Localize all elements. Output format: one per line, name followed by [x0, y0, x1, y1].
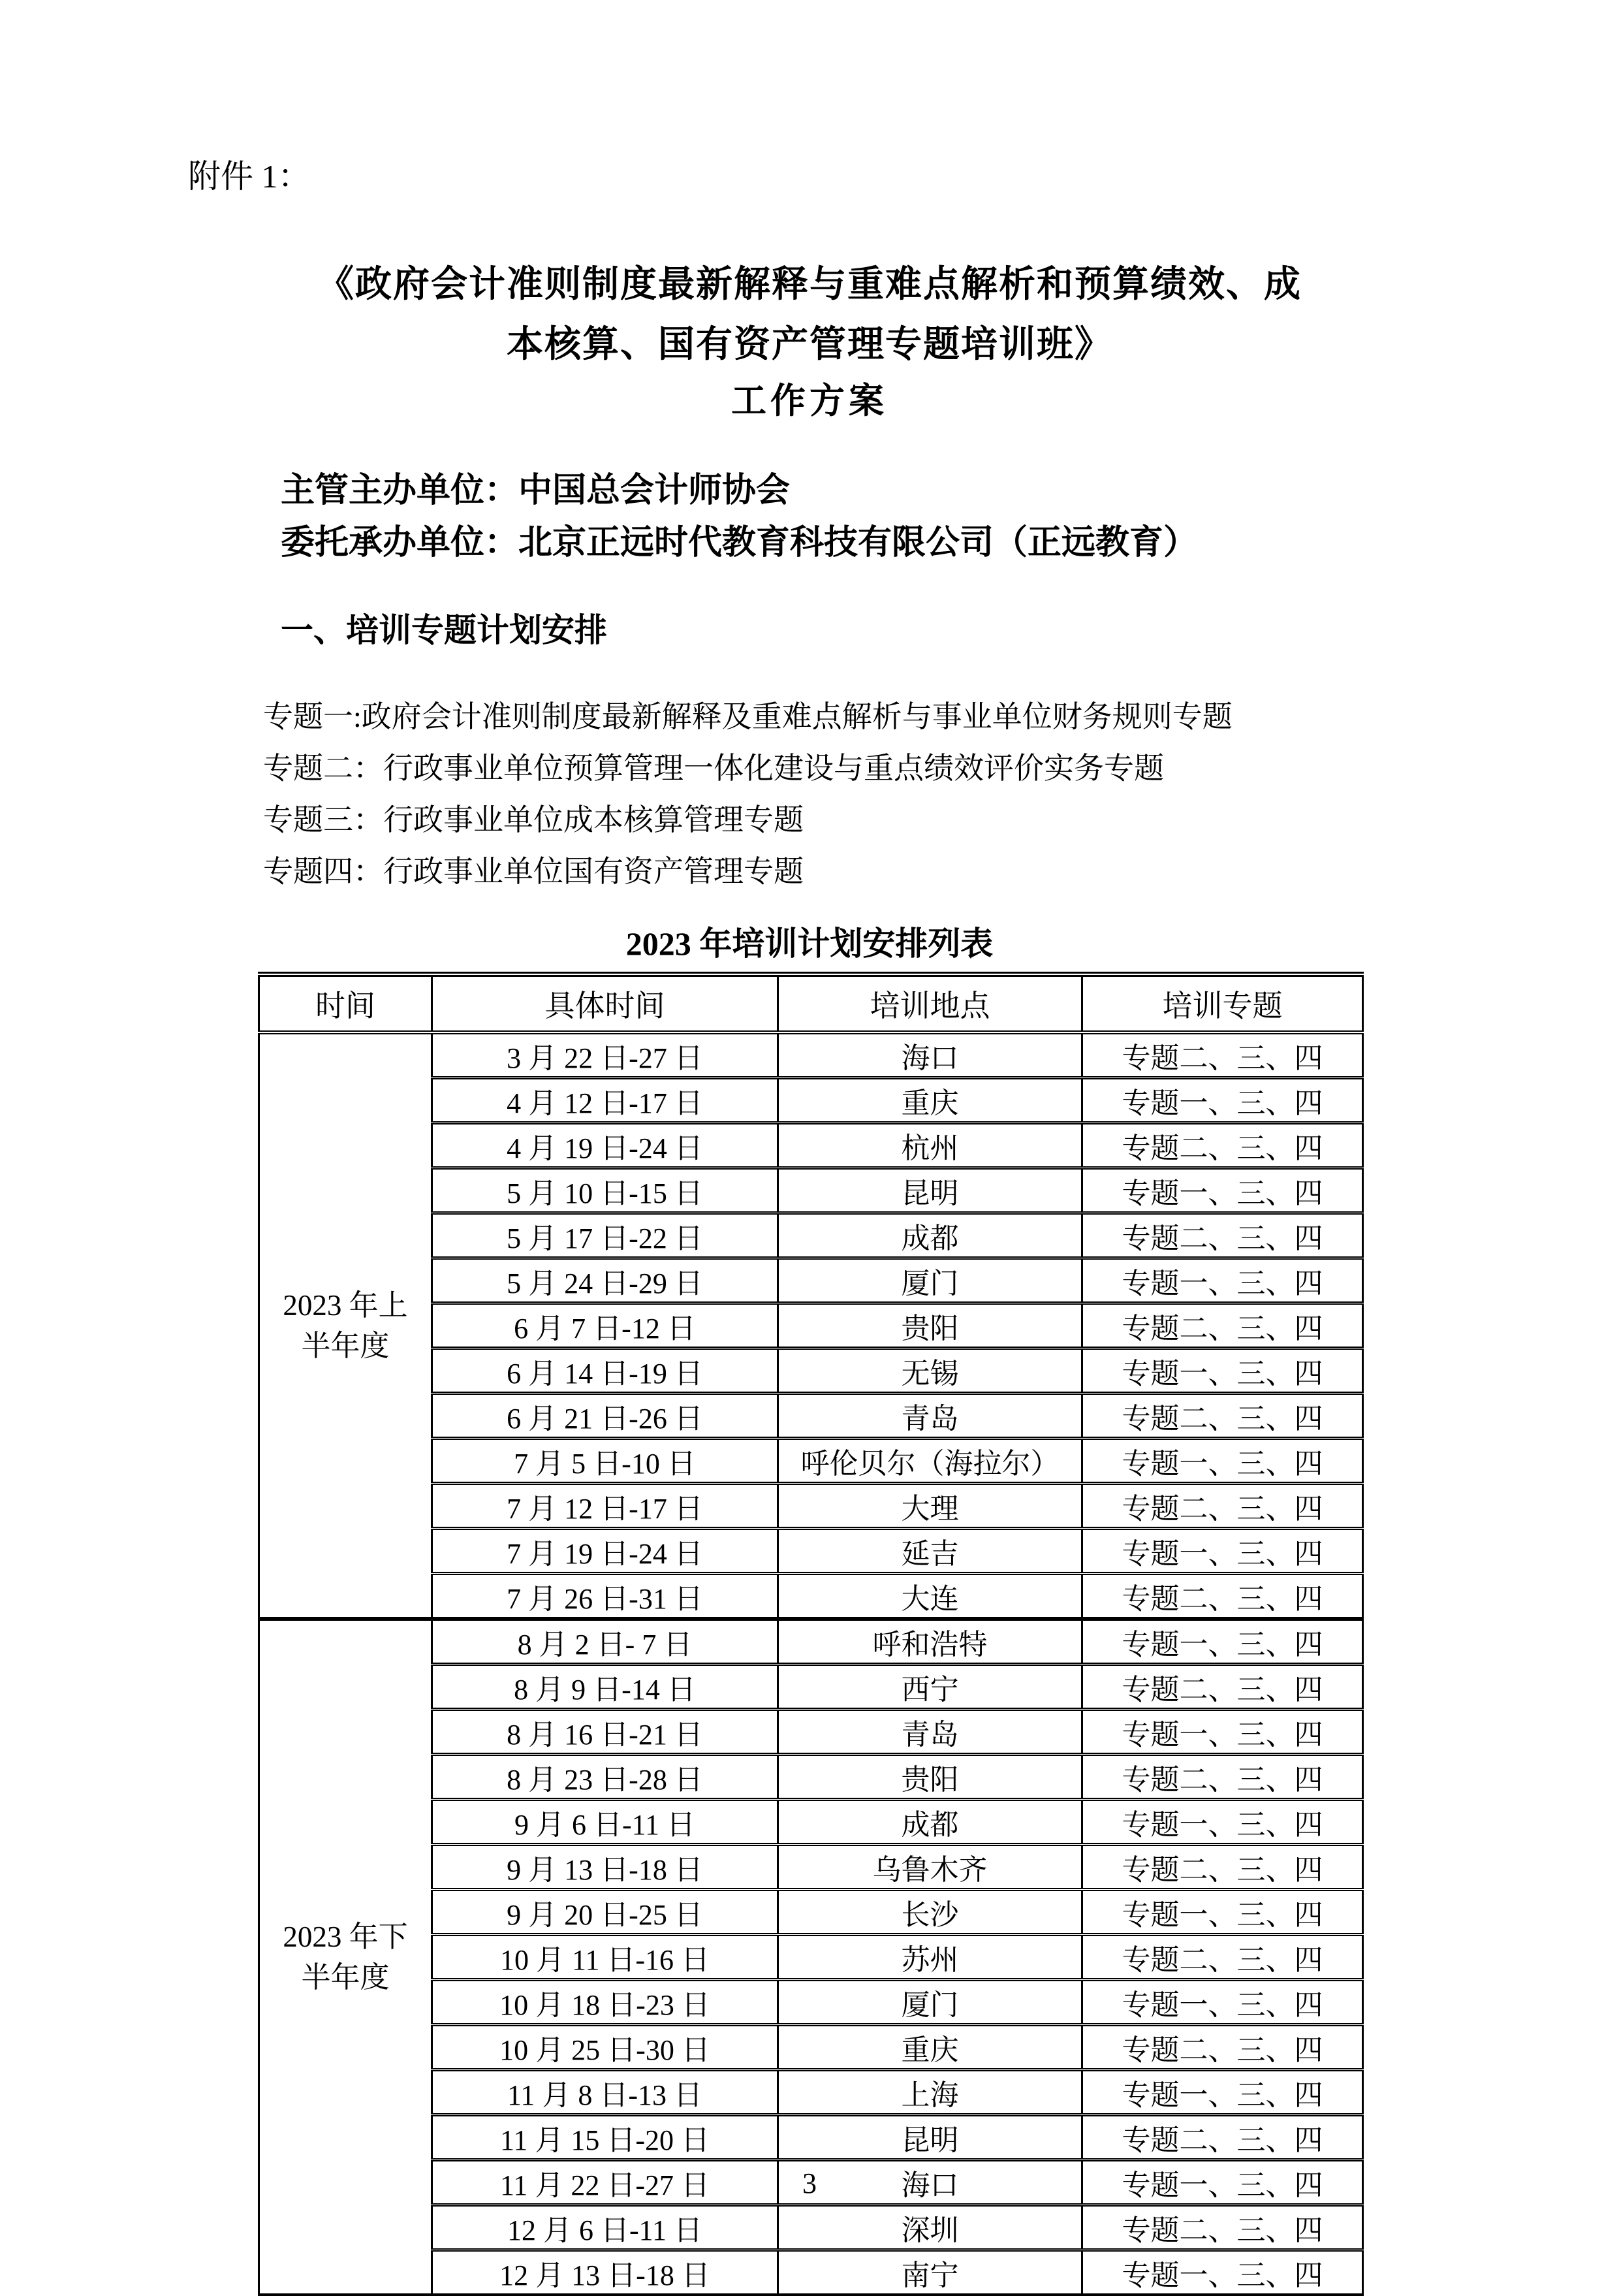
date-cell: 9 月 6 日-11 日 — [432, 1800, 778, 1845]
organizer-host-label: 主管主办单位： — [281, 472, 519, 509]
topic-cell: 专题一、三、四 — [1082, 2070, 1363, 2115]
header-location: 培训地点 — [778, 974, 1082, 1032]
document-title — [0, 255, 1619, 375]
topic-cell: 专题一、三、四 — [1082, 1348, 1363, 1394]
location-cell: 大连 — [778, 1574, 1082, 1619]
date-cell: 12 月 6 日-11 日 — [432, 2205, 778, 2250]
header-specific-time: 具体时间 — [432, 974, 778, 1032]
section-heading: 一、培训专题计划安排 — [281, 612, 607, 648]
location-cell: 呼伦贝尔（海拉尔） — [778, 1439, 1082, 1484]
page-number: 3 — [802, 2167, 817, 2199]
date-cell: 5 月 17 日-22 日 — [432, 1213, 778, 1258]
schedule-table-body — [259, 1032, 1363, 2295]
date-cell: 5 月 10 日-15 日 — [432, 1168, 778, 1213]
topic-line-3: 专题三：行政事业单位成本核算管理专题 — [263, 803, 804, 837]
topic-cell: 专题二、三、四 — [1082, 1665, 1363, 1710]
topic-list — [263, 691, 1233, 897]
date-cell: 7 月 19 日-24 日 — [432, 1529, 778, 1574]
date-cell: 9 月 20 日-25 日 — [432, 1890, 778, 1935]
period-line: 2023 年上 — [283, 1289, 408, 1322]
topic-line-2: 专题二：行政事业单位预算管理一体化建设与重点绩效评价实务专题 — [263, 752, 1164, 785]
period-line: 半年度 — [301, 1330, 390, 1362]
date-cell: 11 月 15 日-20 日 — [432, 2115, 778, 2160]
topic-cell: 专题一、三、四 — [1082, 2160, 1363, 2205]
date-cell: 10 月 25 日-30 日 — [432, 2025, 778, 2070]
schedule-table-header — [259, 974, 1363, 1032]
topic-cell: 专题一、三、四 — [1082, 2250, 1363, 2295]
header-row — [259, 974, 1363, 1032]
topic-cell: 专题二、三、四 — [1082, 1032, 1363, 1078]
topic-cell: 专题一、三、四 — [1082, 1258, 1363, 1303]
date-cell: 8 月 16 日-21 日 — [432, 1710, 778, 1755]
location-cell: 深圳 — [778, 2205, 1082, 2250]
date-cell: 6 月 7 日-12 日 — [432, 1303, 778, 1348]
topic-line-4: 专题四：行政事业单位国有资产管理专题 — [263, 855, 804, 888]
topic-cell: 专题二、三、四 — [1082, 1574, 1363, 1619]
date-cell: 6 月 21 日-26 日 — [432, 1394, 778, 1439]
location-cell: 厦门 — [778, 1258, 1082, 1303]
location-cell: 青岛 — [778, 1710, 1082, 1755]
location-cell: 重庆 — [778, 1078, 1082, 1123]
date-cell: 7 月 26 日-31 日 — [432, 1574, 778, 1619]
location-cell: 西宁 — [778, 1665, 1082, 1710]
date-cell: 7 月 5 日-10 日 — [432, 1439, 778, 1484]
schedule-table — [258, 972, 1364, 2296]
topic-line-1: 专题一:政府会计准则制度最新解释及重难点解析与事业单位财务规则专题 — [263, 700, 1233, 733]
schedule-table-title: 2023 年培训计划安排列表 — [625, 925, 994, 962]
topic-cell: 专题二、三、四 — [1082, 1213, 1363, 1258]
topic-cell: 专题二、三、四 — [1082, 1755, 1363, 1800]
topic-cell: 专题二、三、四 — [1082, 1123, 1363, 1168]
date-cell: 4 月 12 日-17 日 — [432, 1078, 778, 1123]
organizer-line-host — [281, 465, 1197, 517]
location-cell: 昆明 — [778, 2115, 1082, 2160]
topic-cell: 专题二、三、四 — [1082, 2115, 1363, 2160]
date-cell: 11 月 8 日-13 日 — [432, 2070, 778, 2115]
date-cell: 8 月 23 日-28 日 — [432, 1755, 778, 1800]
topic-cell: 专题二、三、四 — [1082, 1845, 1363, 1890]
header-topic: 培训专题 — [1082, 974, 1363, 1032]
topic-cell: 专题一、三、四 — [1082, 1529, 1363, 1574]
date-cell: 3 月 22 日-27 日 — [432, 1032, 778, 1078]
location-cell: 厦门 — [778, 1980, 1082, 2025]
topic-cell: 专题一、三、四 — [1082, 1800, 1363, 1845]
date-cell: 7 月 12 日-17 日 — [432, 1484, 778, 1529]
document-subtitle: 工作方案 — [731, 381, 888, 421]
topic-cell: 专题一、三、四 — [1082, 1890, 1363, 1935]
location-cell: 乌鲁木齐 — [778, 1845, 1082, 1890]
location-cell: 上海 — [778, 2070, 1082, 2115]
topic-cell: 专题一、三、四 — [1082, 1619, 1363, 1665]
location-cell: 苏州 — [778, 1935, 1082, 1980]
location-cell: 呼和浩特 — [778, 1619, 1082, 1665]
document-title-line-1: 《政府会计准则制度最新解释与重难点解析和预算绩效、成 — [317, 264, 1302, 305]
period-line: 2023 年下 — [283, 1921, 408, 1953]
table-row — [259, 1619, 1363, 1665]
document-title-line-2: 本核算、国有资产管理专题培训班》 — [507, 325, 1112, 365]
location-cell: 成都 — [778, 1800, 1082, 1845]
attachment-label: 附件 1： — [188, 158, 311, 195]
topic-cell: 专题一、三、四 — [1082, 1168, 1363, 1213]
location-cell: 青岛 — [778, 1394, 1082, 1439]
date-cell: 8 月 2 日- 7 日 — [432, 1619, 778, 1665]
location-cell: 大理 — [778, 1484, 1082, 1529]
topic-cell: 专题二、三、四 — [1082, 1394, 1363, 1439]
topic-cell: 专题二、三、四 — [1082, 1484, 1363, 1529]
header-time: 时间 — [259, 974, 432, 1032]
location-cell: 长沙 — [778, 1890, 1082, 1935]
location-cell: 重庆 — [778, 2025, 1082, 2070]
organizer-lines — [281, 465, 1197, 569]
topic-cell: 专题二、三、四 — [1082, 1303, 1363, 1348]
organizer-host-value: 中国总会计师协会 — [518, 472, 791, 509]
topic-cell: 专题二、三、四 — [1082, 2205, 1363, 2250]
date-cell: 5 月 24 日-29 日 — [432, 1258, 778, 1303]
date-cell: 10 月 11 日-16 日 — [432, 1935, 778, 1980]
topic-cell: 专题一、三、四 — [1082, 1078, 1363, 1123]
date-cell: 12 月 13 日-18 日 — [432, 2250, 778, 2295]
location-cell: 海口 — [778, 1032, 1082, 1078]
location-cell: 贵阳 — [778, 1303, 1082, 1348]
date-cell: 9 月 13 日-18 日 — [432, 1845, 778, 1890]
date-cell: 6 月 14 日-19 日 — [432, 1348, 778, 1394]
period-line: 半年度 — [301, 1961, 390, 1994]
location-cell: 杭州 — [778, 1123, 1082, 1168]
location-cell: 成都 — [778, 1213, 1082, 1258]
organizer-undertaker-value: 北京正远时代教育科技有限公司（正远教育） — [518, 524, 1198, 562]
date-cell: 10 月 18 日-23 日 — [432, 1980, 778, 2025]
location-cell: 昆明 — [778, 1168, 1082, 1213]
organizer-undertaker-label: 委托承办单位： — [281, 524, 519, 562]
location-cell: 贵阳 — [778, 1755, 1082, 1800]
location-cell: 海口 — [778, 2160, 1082, 2205]
date-cell: 11 月 22 日-27 日 — [432, 2160, 778, 2205]
topic-cell: 专题一、三、四 — [1082, 1980, 1363, 2025]
location-cell: 延吉 — [778, 1529, 1082, 1574]
table-row — [259, 1032, 1363, 1078]
location-cell: 无锡 — [778, 1348, 1082, 1394]
date-cell: 4 月 19 日-24 日 — [432, 1123, 778, 1168]
location-cell: 南宁 — [778, 2250, 1082, 2295]
topic-cell: 专题一、三、四 — [1082, 1439, 1363, 1484]
topic-cell: 专题一、三、四 — [1082, 1710, 1363, 1755]
organizer-line-undertaker — [281, 517, 1197, 569]
topic-cell: 专题二、三、四 — [1082, 2025, 1363, 2070]
date-cell: 8 月 9 日-14 日 — [432, 1665, 778, 1710]
topic-cell: 专题二、三、四 — [1082, 1935, 1363, 1980]
period-cell — [259, 1032, 432, 1619]
